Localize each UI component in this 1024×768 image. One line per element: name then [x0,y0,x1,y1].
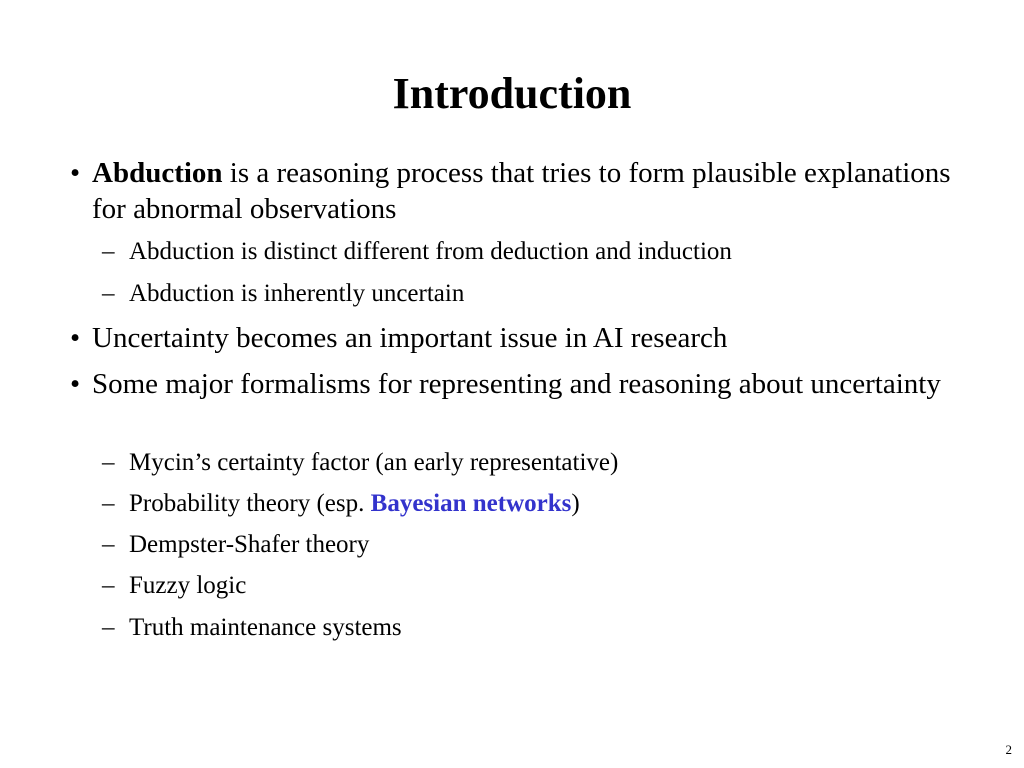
sub-bullet-item [102,489,949,519]
sub-bullet-marker: – [102,531,115,558]
sub-bullet-item [102,448,949,478]
bullet-marker: • [70,368,81,400]
sub-bullet-text-end: ) [571,490,580,517]
bullet-marker: • [70,322,81,354]
sub-bullet-marker: – [102,238,115,265]
bullet-item-formalisms [70,366,952,402]
bullet-text: is a reasoning process that tries to form plausible explanations for abnormal observations [92,157,951,225]
sub-bullet-item [102,613,949,643]
bullet-item-uncertainty [70,320,952,356]
sub-bullet-item [102,530,949,560]
sub-bullet-item [102,279,949,309]
sub-bullet-item [102,237,949,267]
slide-title: Introduction [392,69,632,118]
bullet-marker: • [70,157,81,189]
sub-bullet-marker: – [102,572,115,599]
bullet-item-abduction [70,155,952,227]
bullet-text: Uncertainty becomes an important issue in AI research [92,322,728,354]
sub-bullet-marker: – [102,614,115,641]
sub-bullet-text: Dempster-Shafer theory [129,531,370,558]
sub-bullet-text: Probability theory (esp. [129,490,371,517]
sub-bullet-marker: – [102,280,115,307]
bullet-lead-term: Abduction [92,157,223,189]
sub-bullet-marker: – [102,449,115,476]
sub-bullet-text: Abduction is distinct different from deduction and induction [129,238,732,265]
highlighted-term: Bayesian networks [370,490,572,517]
bullet-text: Some major formalisms for representing and reasoning about uncertainty [92,368,941,400]
sub-bullet-marker: – [102,490,115,517]
page-number: 2 [1005,742,1012,757]
sub-bullet-text: Mycin’s certainty factor (an early representative) [129,449,619,476]
sub-bullet-text: Fuzzy logic [129,572,247,599]
sub-bullet-text: Abduction is inherently uncertain [129,280,465,307]
sub-bullet-item [102,571,949,601]
sub-bullet-text: Truth maintenance systems [129,614,402,641]
